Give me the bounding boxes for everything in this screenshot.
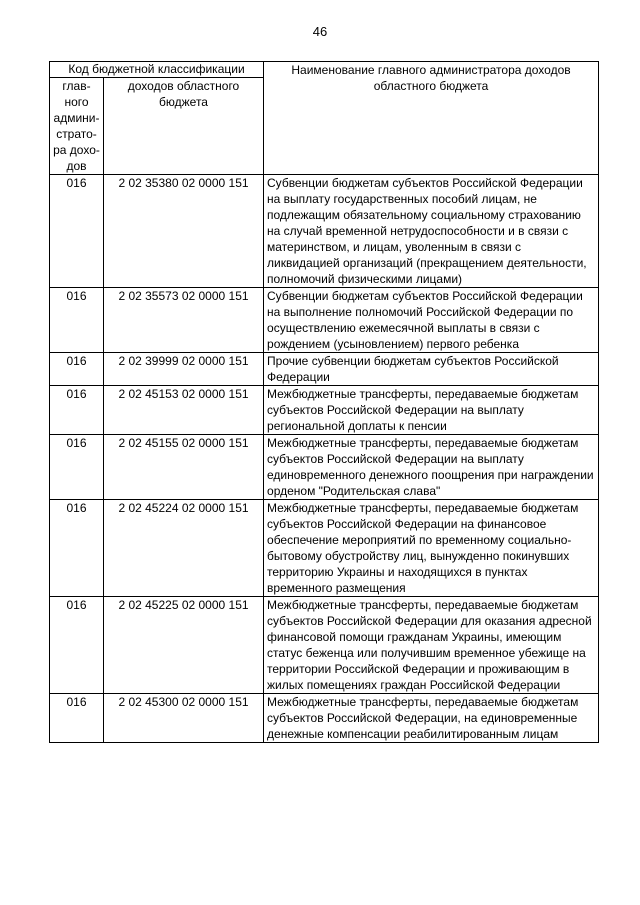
revenue-name-cell: Межбюджетные трансферты, передаваемые бюджетам субъектов Российской Федерации на выплату единовременного денежного поощрения при награждении орденом "Родительская слава" (264, 435, 599, 500)
admin-code-cell: 016 (50, 288, 104, 353)
admin-code-cell: 016 (50, 435, 104, 500)
budget-classification-code-header: Код бюджетной классификации (50, 62, 264, 78)
revenue-name-cell: Субвенции бюджетам субъектов Российской Федерации на выполнение полномочий Российской Федерации по осуществлению ежемесячной выплаты в связи с рождением (усыновлением) первого ребенка (264, 288, 599, 353)
page-number: 46 (312, 24, 328, 39)
revenue-name-cell: Субвенции бюджетам субъектов Российской Федерации на выплату государственных пособий лицам, не подлежащим обязательному социальному страхованию на случай временной нетрудоспособности и в связи с материнством, и лицам, уволенным в связи с ликвидацией организаций (прекращением деятельности, полномочий физическими лицами) (264, 175, 599, 288)
table-header-row (50, 62, 599, 78)
admin-code-cell: 016 (50, 175, 104, 288)
table-row (50, 288, 599, 353)
budget-classification-table (49, 61, 599, 743)
kbk-code-cell: 2 02 35380 02 0000 151 (104, 175, 264, 288)
revenue-name-cell: Межбюджетные трансферты, передаваемые бюджетам субъектов Российской Федерации на финансовое обеспечение мероприятий по временному социально-бытовому обустройству лиц, вынужденно покинувших территорию Украины и находящихся в пунктах временного размещения (264, 500, 599, 597)
revenue-name-cell: Межбюджетные трансферты, передаваемые бюджетам субъектов Российской Федерации для оказания адресной финансовой помощи гражданам Украины, имеющим статус беженца или получившим временное убежище на территории Российской Федерации и проживающим в жилых помещениях граждан Российской Федерации (264, 597, 599, 694)
administrator-name-header: Наименование главного администратора доходов областного бюджета (264, 62, 599, 175)
table-row (50, 500, 599, 597)
kbk-code-cell: 2 02 45300 02 0000 151 (104, 694, 264, 743)
admin-code-cell: 016 (50, 353, 104, 386)
kbk-code-cell: 2 02 35573 02 0000 151 (104, 288, 264, 353)
admin-code-cell: 016 (50, 386, 104, 435)
kbk-code-cell: 2 02 45225 02 0000 151 (104, 597, 264, 694)
revenue-name-cell: Прочие субвенции бюджетам субъектов Российской Федерации (264, 353, 599, 386)
table-row (50, 353, 599, 386)
revenue-name-cell: Межбюджетные трансферты, передаваемые бюджетам субъектов Российской Федерации на выплату региональной доплаты к пенсии (264, 386, 599, 435)
table-row (50, 694, 599, 743)
admin-code-cell: 016 (50, 694, 104, 743)
main-administrator-code-header: глав- ного админи- страто- ра дохо- дов (50, 78, 104, 175)
regional-revenue-code-header: доходов областного бюджета (104, 78, 264, 175)
admin-code-cell: 016 (50, 597, 104, 694)
kbk-code-cell: 2 02 45224 02 0000 151 (104, 500, 264, 597)
kbk-code-cell: 2 02 45153 02 0000 151 (104, 386, 264, 435)
kbk-code-cell: 2 02 39999 02 0000 151 (104, 353, 264, 386)
kbk-code-cell: 2 02 45155 02 0000 151 (104, 435, 264, 500)
table-row (50, 386, 599, 435)
table-row (50, 435, 599, 500)
admin-code-cell: 016 (50, 500, 104, 597)
table-row (50, 597, 599, 694)
table-row (50, 175, 599, 288)
revenue-name-cell: Межбюджетные трансферты, передаваемые бюджетам субъектов Российской Федерации, на единовременные денежные компенсации реабилитированным лицам (264, 694, 599, 743)
